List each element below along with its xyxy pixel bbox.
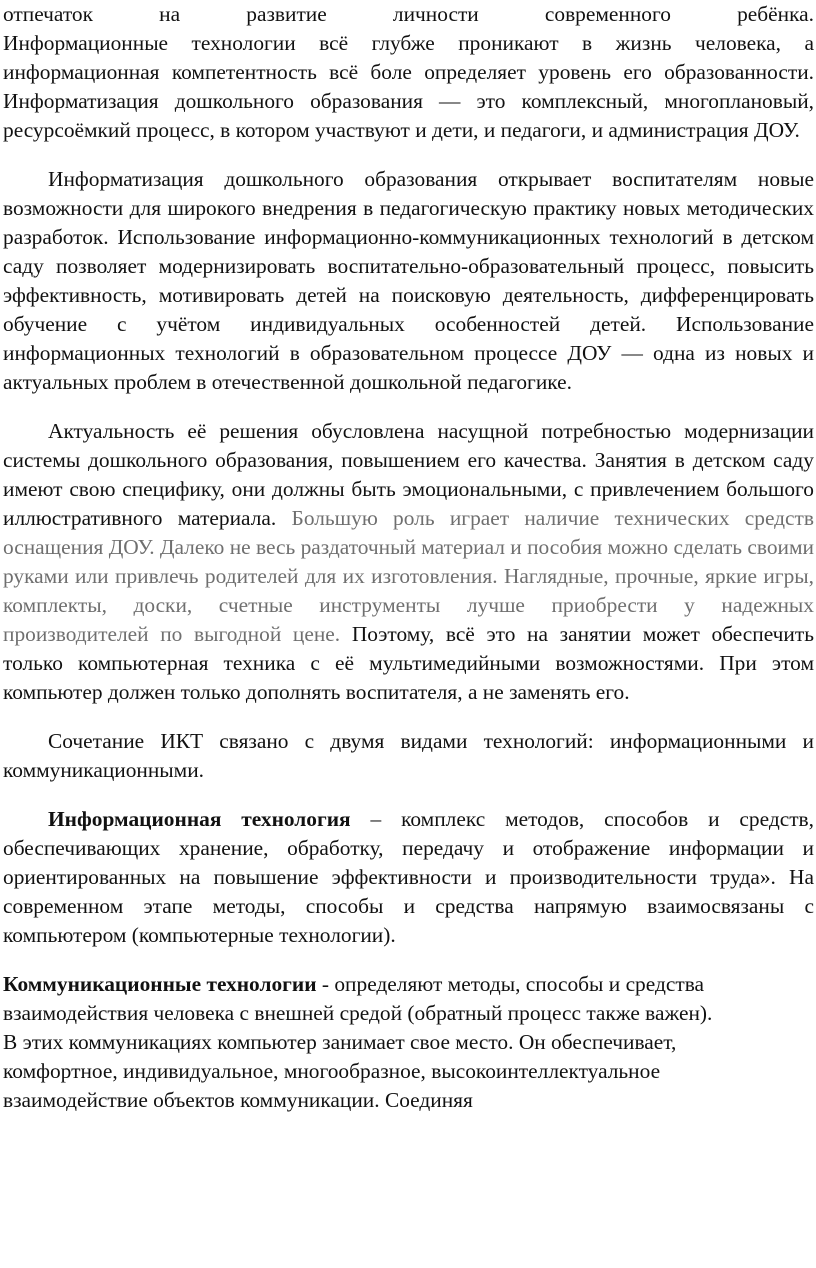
paragraph-5-text: – комплекс методов, способов и средств, обеспечивающих хранение, обработку, передачу и отображение информации и ориентированных на повышение эффективности и производительности труда». На современном этапе методы, способы и средства напрямую взаимосвязаны с компьютером (компьютерные технологии).: [3, 807, 814, 947]
paragraph-5: [3, 805, 814, 950]
paragraph-2: Информатизация дошкольного образования открывает воспитателям новые возможности для широкого внедрения в педагогическую практику новых методических разработок. Использование информационно-коммуникационных технологий в детском саду позволяет модернизировать воспитательно-образовательный процесс, повысить эффективность, мотивировать детей на поисковую деятельность, дифференцировать обучение с учётом индивидуальных особенностей детей. Использование информационных технологий в образовательном процессе ДОУ — одна из новых и актуальных проблем в отечественной дошкольной педагогике.: [3, 167, 814, 394]
term-information-technology: Информационная технология: [48, 807, 351, 831]
paragraph-6-line-4: комфортное, индивидуальное, многообразное, высокоинтеллектуальное: [3, 1059, 661, 1083]
term-communication-technologies: Коммуникационные технологии: [3, 972, 317, 996]
paragraph-1-first-line: отпечаток на развитие личности современного ребёнка.: [3, 2, 814, 26]
paragraph-3-text: Актуальность её решения обусловлена насущной потребностью модернизации системы дошкольного образования, повышением его качества. Занятия в детском саду имеют свою специфику, они должны быть эмоциональными, с привлечением большого иллюстративного материала.: [3, 419, 814, 530]
paragraph-6-line-2: взаимодействия человека с внешней средой (обратный процесс также важен).: [3, 1001, 713, 1025]
paragraph-1: [3, 0, 814, 145]
paragraph-6-line-1: - определяют методы, способы и средства: [316, 972, 705, 996]
paragraph-6-line-3: В этих коммуникациях компьютер занимает свое место. Он обеспечивает,: [3, 1030, 677, 1054]
paragraph-1-text: Информационные технологии всё глубже проникают в жизнь человека, а информационная компетентность всё боле определяет уровень его образованности. Информатизация дошкольного образования — это комплексный, многоплановый, ресурсоёмкий процесс, в котором участвуют и дети, и педагоги, и администрация ДОУ.: [3, 31, 814, 142]
paragraph-3-grey-text: Большую роль играет наличие технических средств оснащения ДОУ. Далеко не весь раздаточный материал и пособия можно сделать своими руками или привлечь родителей для их изготовления. Наглядные, прочные, яркие игры, комплекты, доски, счетные инструменты лучше приобрести у надежных производителей по выгодной цене.: [3, 506, 814, 646]
paragraph-4: Сочетание ИКТ связано с двумя видами технологий: информационными и коммуникационными.: [3, 729, 814, 782]
paragraph-3-tail: Поэтому, всё это на занятии может обеспечить только компьютерная техника с её мультимедийными возможностями. При этом компьютер должен только дополнять воспитателя, а не заменять его.: [3, 622, 814, 704]
paragraph-6-line-5: взаимодействие объектов коммуникации. Соединяя: [3, 1088, 473, 1112]
paragraph-6: [3, 970, 814, 1115]
paragraph-3: [3, 417, 814, 707]
